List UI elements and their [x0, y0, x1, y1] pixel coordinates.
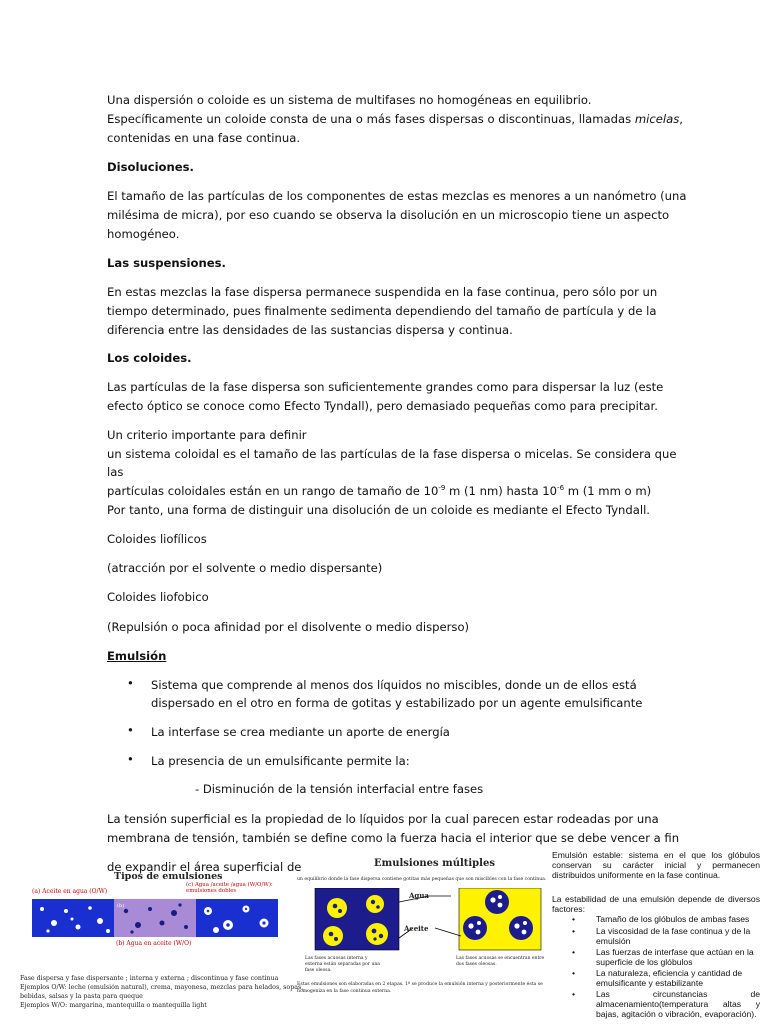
figure-title: Tipos de emulsiones	[114, 871, 223, 882]
caption-line-3: bebidas, salsas y la pasta para queque	[20, 993, 143, 1000]
criterio-line-5: Por tanto, una forma de distinguir una disolución de un coloide es mediante el Efecto Tyndall.	[107, 503, 650, 517]
right-line: superficie de los glóbulos	[596, 957, 693, 967]
factor-4	[596, 968, 760, 988]
micelas-term: micelas	[634, 112, 680, 126]
right-line: emulsificante y estabilizante	[596, 978, 703, 988]
bullet-dot: •	[572, 926, 576, 936]
label-aceite-en-agua: (a) Aceite en agua (O/W)	[32, 888, 108, 895]
right-line: distribuidos uniformente en la fase continua.	[552, 870, 721, 880]
bullet-dot: •	[127, 723, 134, 737]
intro-text: Específicamente un coloide consta de una o más fases dispersas o discontinuas, llamadas	[107, 112, 635, 126]
heading-emulsion: Emulsión	[107, 649, 167, 663]
right-line: almacenamiento(temperatura altas y	[596, 999, 760, 1009]
exp-2: -6	[557, 484, 565, 493]
right-line: conservan su carácter inicial y permanecen	[552, 860, 760, 870]
caption-bottom-2: homogeniza en la fase continua externa.	[297, 989, 392, 994]
figure-title: Emulsiones múltiples	[374, 858, 495, 869]
heading-liofilicos: Coloides liofílicos	[107, 532, 207, 546]
emulsion-types-diagram	[32, 899, 278, 937]
intro-line-3: contenidas en una fase continua.	[107, 131, 301, 145]
range-text-c: m (1 mm o m)	[564, 484, 652, 498]
right-line: emulsión	[596, 936, 631, 946]
disoluciones-line-3: homogéneo.	[107, 227, 180, 241]
bullet-dot: •	[572, 989, 576, 999]
factor-1	[596, 914, 760, 924]
disoluciones-line-1: El tamaño de las partículas de los componentes de estas mezclas es menores a un nanómetro (una	[107, 189, 687, 203]
heading-suspensiones: Las suspensiones.	[107, 256, 226, 270]
right-line: La estabilidad de una emulsión depende de diversos	[552, 894, 760, 904]
bullet-2: La interfase se crea mediante un aporte de energía	[151, 725, 450, 739]
right-line: factores:	[552, 904, 585, 914]
caption-line-1: Fase dispersa y fase dispersante ; interna y externa ; discontinua y fase continua	[20, 975, 279, 982]
stability-intro	[552, 894, 760, 914]
tension-line-1: La tensión superficial es la propiedad de lo líquidos por la cual parecen estar rodeadas por una	[107, 812, 659, 826]
heading-liofobico: Coloides liofobico	[107, 590, 209, 604]
stable-emulsion-text	[552, 850, 760, 880]
right-line: bajas, agitación o vibración, evaporación).	[596, 1009, 757, 1019]
suspensiones-line-2: tiempo determinado, pues finalmente sedimenta dependiendo del tamaño de partícula y de la	[107, 304, 657, 318]
right-line: Emulsión estable: sistema en el que los glóbulos	[552, 850, 760, 860]
coloides-line-1: Las partículas de la fase dispersa son suficientemente grandes como para dispersar la luz (este	[107, 380, 664, 394]
exp-1: -9	[438, 484, 446, 493]
caption-left-1: Las fases acuosas interna y	[305, 956, 368, 961]
label-agua-en-aceite: (b) Agua en aceite (W/O)	[116, 940, 192, 947]
bullet-1-line-2: dispersado en el otro en forma de gotitas y estabilizado por un agente emulsificante	[151, 696, 643, 710]
label-agua-aceite-agua: (c) Agua /aceite /agua (W/O/W): emulsiones dobles	[186, 882, 273, 894]
sub-item: - Disminución de la tensión interfacial entre fases	[195, 782, 484, 796]
label-aceite: Aceite	[404, 924, 429, 933]
disoluciones-line-2: milésima de micra), por eso cuando se observa la disolución en un microscopio tiene un aspecto	[107, 208, 670, 222]
range-text-a: partículas coloidales están en un rango de tamaño de 10	[107, 484, 439, 498]
right-line: La naturaleza, eficiencia y cantidad de	[596, 968, 743, 978]
range-text-b: m (1 nm) hasta 10	[445, 484, 558, 498]
liofobico-desc: (Repulsión o poca afinidad por el disolvente o medio disperso)	[107, 620, 470, 634]
bullet-3: La presencia de un emulsificante permite la:	[151, 754, 410, 768]
caption-line-2: Ejemplos O/W: leche (emulsión natural), crema, mayonesa, mezclas para helados, sopas,	[20, 984, 304, 991]
caption-line-4: Ejemplos W/O: margarina, mantequilla o mantequilla light	[20, 1002, 207, 1009]
caption-bottom-1: Estas emulsiones son elaboradas en 2 etapas. 1º se produce la emulsión interna y posteriormente ésta se	[297, 982, 543, 987]
right-line: Las circunstancias de	[596, 989, 760, 999]
right-line: La viscosidad de la fase continua y de la	[596, 926, 751, 936]
bullet-dot: •	[572, 947, 576, 957]
intro-comma: ,	[679, 112, 683, 126]
caption-left-3: fase oleosa.	[305, 968, 332, 973]
criterio-line-2: un sistema coloidal es el tamaño de las partículas de la fase dispersa o micelas. Se considera que	[107, 447, 677, 461]
heading-disoluciones: Disoluciones.	[107, 160, 194, 174]
liofilicos-desc: (atracción por el solvente o medio dispersante)	[107, 561, 383, 575]
coloides-line-2: efecto óptico se conoce como Efecto Tyndall), pero demasiado pequeñas como para precipitar.	[107, 399, 658, 413]
heading-coloides: Los coloides.	[107, 351, 192, 365]
criterio-line-1: Un criterio importante para definir	[107, 428, 307, 442]
bullet-dot: •	[572, 914, 576, 924]
bullet-dot: •	[127, 676, 134, 690]
bullet-dot: •	[127, 752, 134, 766]
criterio-line-3: las	[107, 465, 124, 479]
figure-tipos-emulsiones	[18, 868, 304, 1018]
svg-text:(b): (b)	[117, 903, 125, 909]
suspensiones-line-3: diferencia entre las densidades de las sustancias dispersa y continua.	[107, 323, 513, 337]
figure-emulsiones-multiples	[297, 855, 547, 1015]
intro-line-2	[107, 110, 683, 129]
bullet-1-line-1: Sistema que comprende al menos dos líquidos no miscibles, donde un de ellos está	[151, 678, 637, 692]
caption-left-2: externa están separadas por una	[305, 962, 380, 967]
factor-3	[596, 947, 760, 967]
factor-5	[596, 989, 760, 1019]
caption-right-1: Las fases acuosas se encuentran entre	[456, 956, 545, 961]
suspensiones-line-1: En estas mezclas la fase dispersa permanece suspendida en la fase continua, pero sólo por un	[107, 285, 658, 299]
caption-right-2: dos fases oleosas.	[456, 962, 497, 967]
right-line: Tamaño de los glóbulos de ambas fases	[596, 914, 750, 924]
factor-2	[596, 926, 760, 946]
label-agua: Agua	[409, 891, 429, 900]
bullet-dot: •	[572, 968, 576, 978]
tension-line-2: membrana de tensión, también se define como la fuerza hacia el interior que se debe vencer a fin	[107, 831, 680, 845]
intro-line-1: Una dispersión o coloide es un sistema de multifases no homogéneas en equilibrio.	[107, 93, 592, 107]
criterio-line-4	[107, 482, 651, 501]
figure-subtitle: un equilibrio donde la fase dispersa contiene gotitas más pequeñas que son miscibles con la fase continua.	[297, 877, 547, 882]
right-line: Las fuerzas de interfase que actúan en la	[596, 947, 754, 957]
tension-line-3: de expandir el área superficial de	[107, 860, 302, 874]
